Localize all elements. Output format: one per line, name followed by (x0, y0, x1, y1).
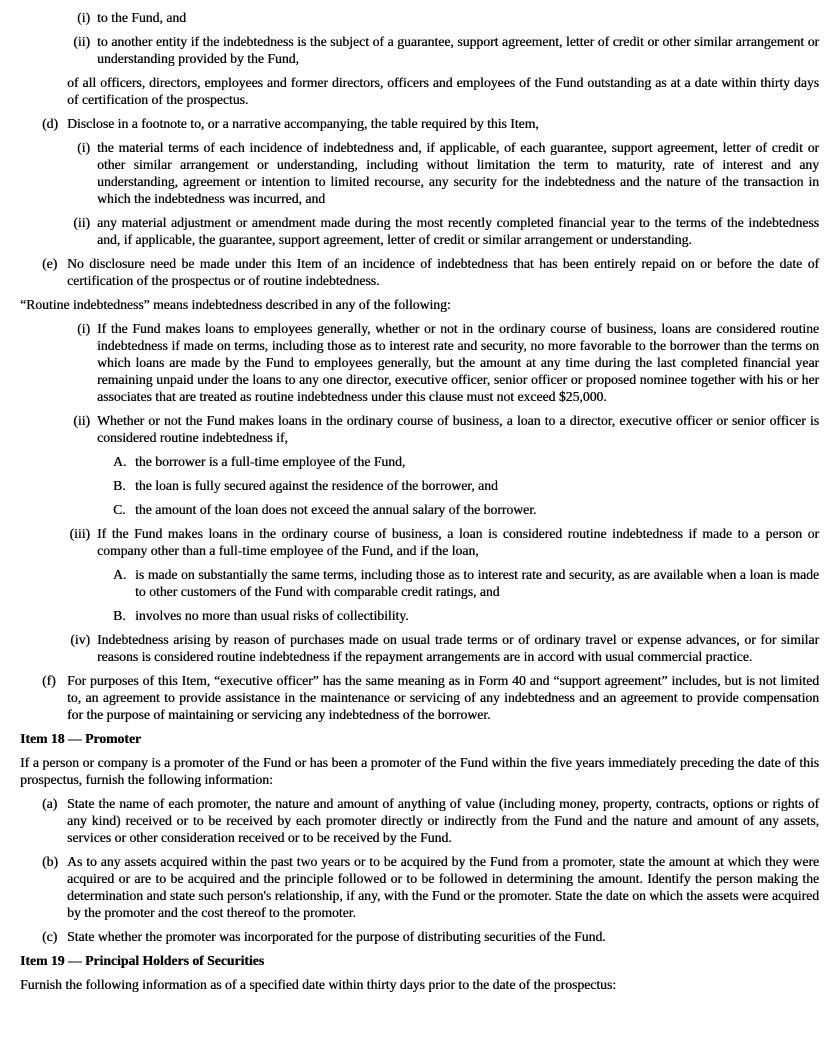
list-item-text: the loan is fully secured against the residence of the borrower, and (135, 478, 498, 493)
list-item-text: If the Fund makes loans to employees generally, whether or not in the ordinary course of business, loans are considered routine indebtedness if made on terms, including those as to interest rate and security, no more favorable to the borrower than the terms on which loans are made by the Fund to employees generally, but the amount at any time during the last completed financial year remaining unpaid under the loans to any one director, executive officer, senior officer or proposed nominee together with his or her associates that are treated as routine indebtedness under this clause must not exceed $25,000. (97, 321, 819, 404)
continuation-paragraph (20, 74, 819, 108)
list-item-text: the amount of the loan does not exceed the annual salary of the borrower. (135, 502, 537, 517)
list-marker: C. (113, 502, 126, 517)
list-item-text: to another entity if the indebtedness is the subject of a guarantee, support agreement, letter of credit or other similar arrangement or understanding provided by the Fund, (97, 34, 819, 66)
list-item (20, 33, 819, 67)
list-item (20, 525, 819, 559)
list-marker: (i) (77, 321, 90, 336)
list-item-text: For purposes of this Item, “executive officer” has the same meaning as in Form 40 and “support agreement” includes, but is not limited to, an agreement to provide assistance in the maintenance or servicing of any indebtedness and an agreement to provide compensation for the purpose of maintaining or servicing any indebtedness of the borrower. (67, 673, 819, 722)
list-marker: B. (113, 478, 126, 493)
list-item-text: State whether the promoter was incorporated for the purpose of distributing securities of the Fund. (67, 929, 606, 944)
list-marker: (b) (42, 854, 58, 869)
list-item (20, 795, 819, 846)
list-marker: (e) (42, 256, 58, 271)
list-item-text: Disclose in a footnote to, or a narrative accompanying, the table required by this Item, (67, 116, 539, 131)
list-item (20, 477, 819, 494)
list-item (20, 412, 819, 446)
list-item-text: the material terms of each incidence of indebtedness and, if applicable, of each guarantee, support agreement, letter of credit or other similar arrangement or understanding, including without limitation the term to maturity, rate of interest and any understanding, agreement or intention to limited recourse, any security for the indebtedness and the nature of the transaction in which the indebtedness was incurred, and (97, 140, 819, 206)
list-item (20, 607, 819, 624)
list-marker: (a) (42, 796, 58, 811)
list-item (20, 115, 819, 132)
list-item (20, 255, 819, 289)
list-item (20, 566, 819, 600)
list-item-text: to the Fund, and (97, 10, 186, 25)
list-item-text: State the name of each promoter, the nature and amount of anything of value (including money, property, contracts, options or rights of any kind) received or to be received by each promoter directly or indirectly from the Fund and the nature and amount of any assets, services or other consideration received or to be received by the Fund. (67, 796, 819, 845)
paragraph (20, 976, 819, 993)
list-marker: (d) (42, 116, 58, 131)
paragraph (20, 296, 819, 313)
list-item-text: Indebtedness arising by reason of purchases made on usual trade terms or of ordinary travel or expense advances, or for similar reasons is considered routine indebtedness if the repayment arrangements are in accord with usual commercial practice. (97, 632, 819, 664)
paragraph (20, 754, 819, 788)
list-item-text: is made on substantially the same terms, including those as to interest rate and security, as are available when a loan is made to other customers of the Fund with comparable credit ratings, and (135, 567, 819, 599)
list-marker: A. (113, 567, 127, 582)
paragraph-text: “Routine indebtedness” means indebtedness described in any of the following: (20, 297, 451, 312)
list-marker: (c) (42, 929, 58, 944)
list-item-text: the borrower is a full-time employee of the Fund, (135, 454, 406, 469)
list-marker: (ii) (73, 413, 90, 428)
heading-text: Item 19 — Principal Holders of Securities (20, 953, 265, 968)
list-item-text: As to any assets acquired within the past two years or to be acquired by the Fund from a promoter, state the amount at which they were acquired or are to be acquired and the principle followed or to be followed in determining the amount. Identify the person making the determination and state such person's relationship, if any, with the Fund or the promoter. State the date on which the assets were acquired by the promoter and the cost thereof to the promoter. (67, 854, 819, 920)
list-item-text: Whether or not the Fund makes loans in the ordinary course of business, a loan to a director, executive officer or senior officer is considered routine indebtedness if, (97, 413, 819, 445)
list-item-text: involves no more than usual risks of collectibility. (135, 608, 409, 623)
paragraph-text: Furnish the following information as of a specified date within thirty days prior to the date of the prospectus: (20, 977, 617, 992)
list-item (20, 320, 819, 405)
list-item-text: If the Fund makes loans in the ordinary course of business, a loan is considered routine indebtedness if made to a person or company other than a full-time employee of the Fund, and if the loan, (97, 526, 819, 558)
paragraph-text: of all officers, directors, employees and former directors, officers and employees of the Fund outstanding as at a date within thirty days of certification of the prospectus. (67, 75, 819, 107)
list-item (20, 928, 819, 945)
list-marker: (ii) (73, 215, 90, 230)
list-marker: A. (113, 454, 127, 469)
list-item (20, 672, 819, 723)
list-item-text: any material adjustment or amendment made during the most recently completed financial year to the terms of the indebtedness and, if applicable, the guarantee, support agreement, letter of credit or similar arrangement or understanding. (97, 215, 819, 247)
list-item (20, 139, 819, 207)
paragraph-text: If a person or company is a promoter of the Fund or has been a promoter of the Fund within the five years immediately preceding the date of this prospectus, furnish the following information: (20, 755, 819, 787)
list-item (20, 631, 819, 665)
list-marker: (f) (42, 673, 56, 688)
list-marker: B. (113, 608, 126, 623)
list-item (20, 501, 819, 518)
list-marker: (iv) (70, 632, 90, 647)
list-marker: (i) (77, 140, 90, 155)
list-marker: (i) (77, 10, 90, 25)
list-item-text: No disclosure need be made under this Item of an incidence of indebtedness that has been entirely repaid on or before the date of certification of the prospectus or of routine indebtedness. (67, 256, 819, 288)
section-heading-item-19 (20, 952, 819, 969)
list-marker: (iii) (69, 526, 90, 541)
list-item (20, 453, 819, 470)
list-item (20, 214, 819, 248)
list-item (20, 853, 819, 921)
list-marker: (ii) (73, 34, 90, 49)
list-item (20, 9, 819, 26)
heading-text: Item 18 — Promoter (20, 731, 141, 746)
section-heading-item-18 (20, 730, 819, 747)
